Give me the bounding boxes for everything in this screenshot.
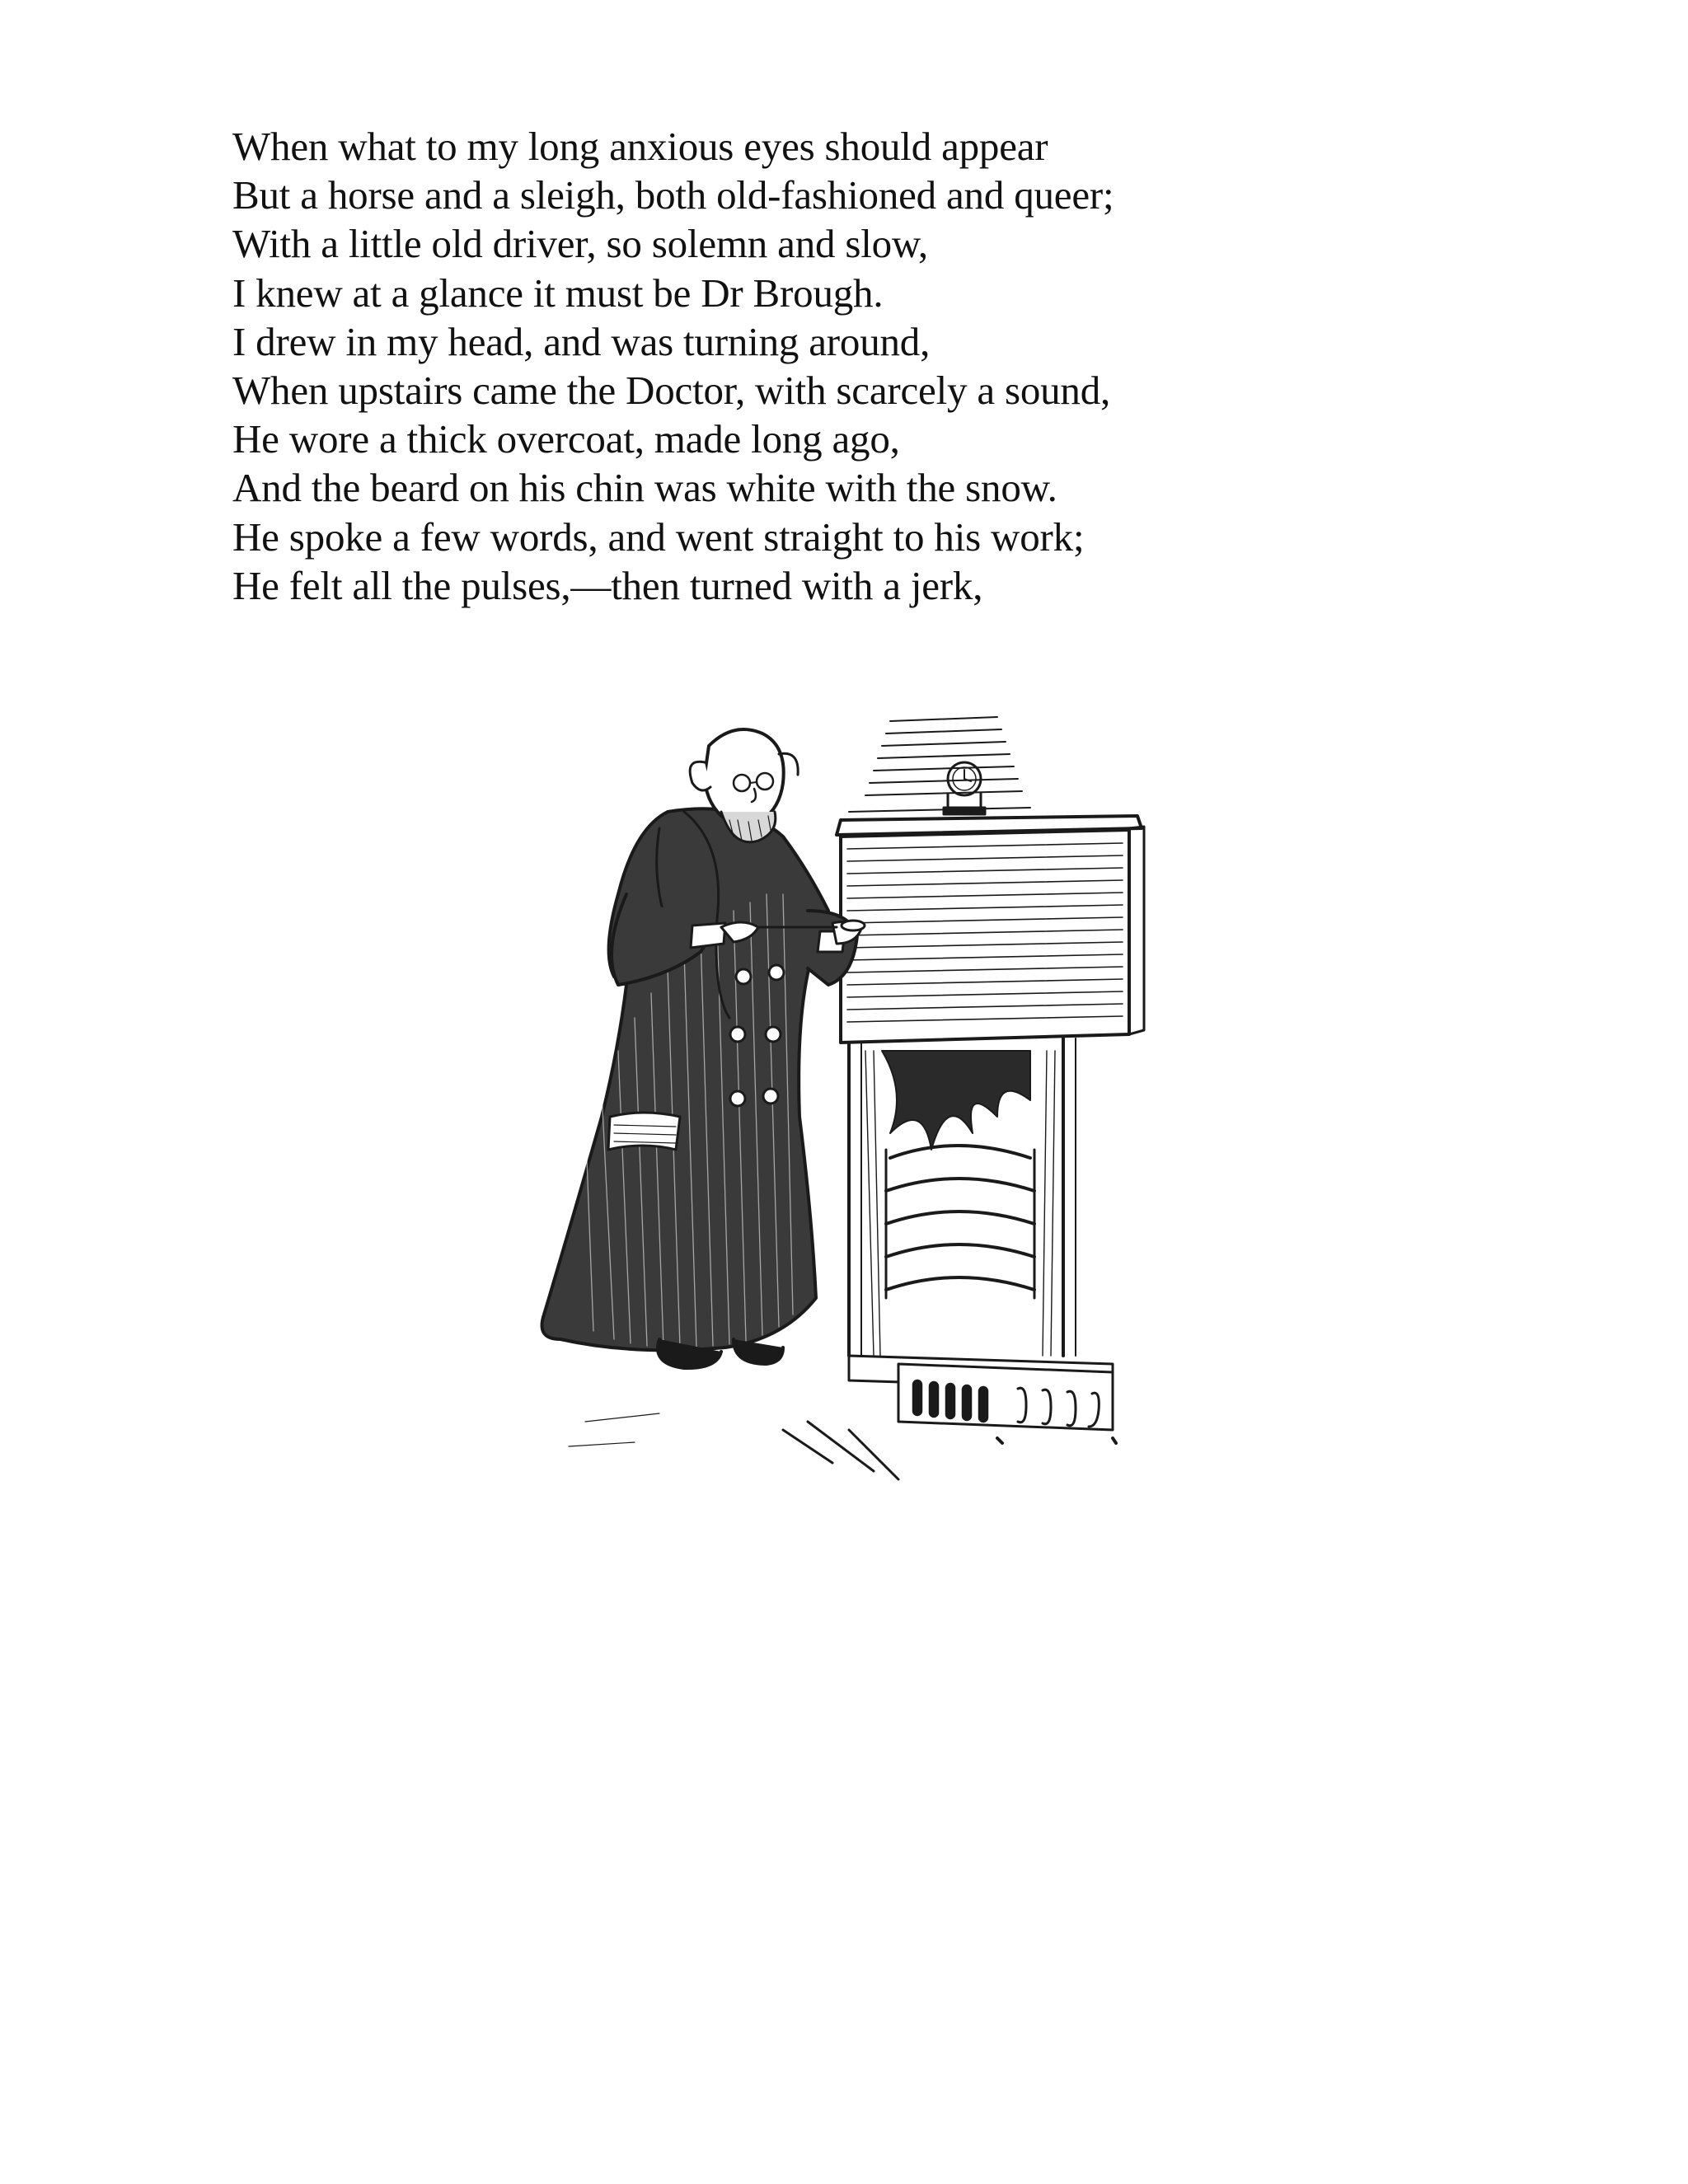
poem-line-9: He spoke a few words, and went straight to his work; bbox=[232, 513, 1085, 560]
poem-line-6: When upstairs came the Doctor, with scarcely a sound, bbox=[232, 368, 1111, 414]
mantel-shelf bbox=[837, 816, 1144, 1043]
poem-line-2: But a horse and a sleigh, both old-fashioned and queer; bbox=[232, 172, 1114, 218]
mantel-clock bbox=[944, 762, 985, 814]
fire-grate bbox=[865, 1051, 1055, 1356]
smoke-hatching bbox=[841, 717, 1039, 824]
poem-line-8: And the beard on his chin was white with the snow. bbox=[232, 465, 1057, 511]
poem-line-7: He wore a thick overcoat, made long ago, bbox=[232, 416, 900, 462]
poem-line-10: He felt all the pulses,—then turned with a jerk, bbox=[232, 562, 983, 608]
doctor-fireplace-illustration bbox=[536, 705, 1154, 1504]
poem-line-5: I drew in my head, and was turning around, bbox=[232, 318, 931, 364]
poem-line-3: With a little old driver, so solemn and slow, bbox=[232, 221, 928, 267]
poem-line-4: I knew at a glance it must be Dr Brough. bbox=[232, 269, 884, 316]
poem-line-1: When what to my long anxious eyes should appear bbox=[232, 124, 1048, 169]
hearth-fender bbox=[849, 1356, 1116, 1443]
floor-hatching bbox=[569, 1413, 898, 1479]
engraving-svg bbox=[536, 705, 1154, 1504]
doctor-figure bbox=[542, 808, 865, 1368]
poem-stanza bbox=[232, 122, 1114, 610]
